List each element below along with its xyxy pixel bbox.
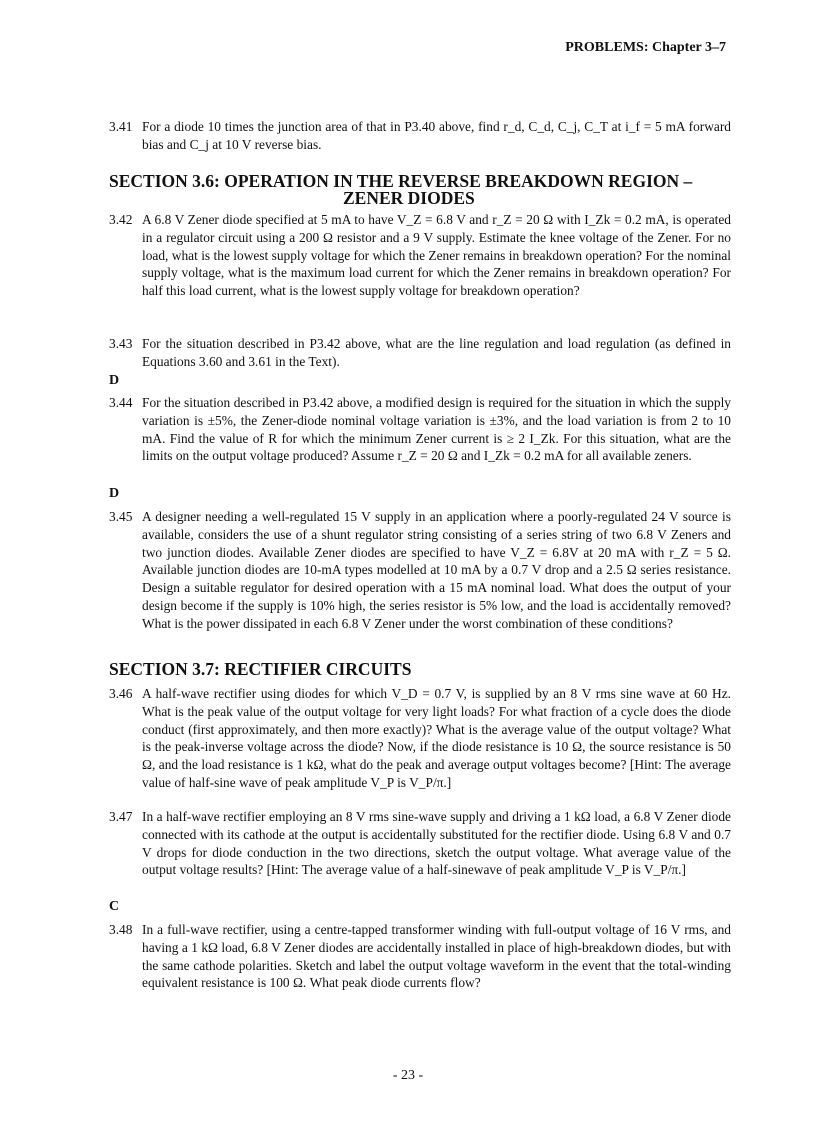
problem-3-46 <box>109 685 731 792</box>
problem-text: In a full-wave rectifier, using a centre-tapped transformer winding with full-output voltage of 16 V rms, and having a 1 kΩ load, 6.8 V Zener diodes are accidentally installed in place of high-breakdown diodes, but with the same cathode polarities. Sketch and label the output voltage waveform in the event that the total-winding equivalent resistance is 100 Ω. What peak diode currents flow? <box>142 922 731 991</box>
design-tag: D <box>109 373 120 388</box>
problem-text: For a diode 10 times the junction area of that in P3.40 above, find r_d, C_d, C_j, C_T at i_f = 5 mA forward bias and C_j at 10 V reverse bias. <box>142 119 731 152</box>
problem-text: A half-wave rectifier using diodes for which V_D = 0.7 V, is supplied by an 8 V rms sine wave at 60 Hz. What is the peak value of the output voltage for very light loads? For what fraction of a cycle does the diode conduct (first approximately, and then more exactly)? What is the average value of the output voltage? What is the peak-inverse voltage across the diode? Now, if the diode resistance is 10 Ω, the source resistance is 50 Ω, and the load resistance is 1 kΩ, what do the peak and average output voltages become? [Hint: The average value of half-sine wave of peak amplitude V_P is V_P/π.] <box>142 686 731 790</box>
problem-number: 3.45 <box>109 509 133 524</box>
problem-text: For the situation described in P3.42 above, a modified design is required for the situation in which the supply variation is ±5%, the Zener-diode nominal voltage variation is ±3%, and the load variation is from 2 to 10 mA. Find the value of R for which the minimum Zener current is ≥ 2 I_Zk. For this situation, what are the limits on the output voltage produced? Assume r_Z = 20 Ω and I_Zk = 0.2 mA for all available zeners. <box>142 395 731 464</box>
problem-text: For the situation described in P3.42 above, what are the line regulation and load regulation (as defined in Equations 3.60 and 3.61 in the Text). <box>142 336 731 369</box>
design-tag: D <box>109 486 120 501</box>
problem-number: 3.48 <box>109 922 133 937</box>
problem-number: 3.46 <box>109 686 133 701</box>
problem-number: 3.43 <box>109 336 133 351</box>
page-number: - 23 - <box>392 1068 424 1083</box>
problem-text: A 6.8 V Zener diode specified at 5 mA to have V_Z = 6.8 V and r_Z = 20 Ω with I_Zk = 0.2 mA, is operated in a regulator circuit using a 200 Ω resistor and a 9 V supply. Estimate the knee voltage of the Zener. For no load, what is the lowest supply voltage for which the Zener remains in breakdown operation? For the nominal supply voltage, what is the maximum load current for which the Zener remains in breakdown operation? For half this load current, what is the lowest supply voltage for breakdown operation? <box>142 212 731 299</box>
problem-3-44 <box>109 394 731 465</box>
problem-3-42 <box>109 211 731 300</box>
problem-text: A designer needing a well-regulated 15 V supply in an application where a poorly-regulated 24 V source is available, considers the use of a shunt regulator string consisting of a series string of two 6.8 V Zeners and two junction diodes. Available Zener diodes are specified to have V_Z = 6.8V at 20 mA with r_Z = 5 Ω. Available junction diodes are 10-mA types modelled at 10 mA by a 0.7 V drop and a 2.5 Ω series resistance. Design a suitable regulator for desired operation with a 15 mA nominal load. What does the output of your design become if the supply is 10% high, the series resistor is 5% low, and the load is accidentally removed? What is the power dissipated in each 6.8 V Zener under the worst combination of these conditions? <box>142 509 731 631</box>
problem-3-41 <box>109 118 731 154</box>
problem-text: In a half-wave rectifier employing an 8 V rms sine-wave supply and driving a 1 kΩ load, a 6.8 V Zener diode connected with its cathode at the output is accidentally substituted for the rectifier diode. Using 6.8 V and 0.7 V drops for diode conduction in the two directions, sketch the output voltage. What average value of the output voltage results? [Hint: The average value of a half-sinewave of peak amplitude V_P is V_P/π.] <box>142 809 731 878</box>
section-3-6-heading: SECTION 3.6: OPERATION IN THE REVERSE BREAKDOWN REGION – <box>109 171 693 191</box>
problem-number: 3.41 <box>109 119 133 134</box>
section-3-6-heading-line2: ZENER DIODES <box>343 188 475 208</box>
section-3-7-heading: SECTION 3.7: RECTIFIER CIRCUITS <box>109 659 412 679</box>
problem-number: 3.47 <box>109 809 133 824</box>
challenge-tag: C <box>109 899 120 914</box>
problem-3-47 <box>109 808 731 879</box>
problem-number: 3.44 <box>109 395 133 410</box>
problem-3-48 <box>109 921 731 992</box>
problem-3-43 <box>109 335 731 371</box>
problem-number: 3.42 <box>109 212 133 227</box>
page-header: PROBLEMS: Chapter 3–7 <box>565 40 726 55</box>
problem-3-45 <box>109 508 731 633</box>
